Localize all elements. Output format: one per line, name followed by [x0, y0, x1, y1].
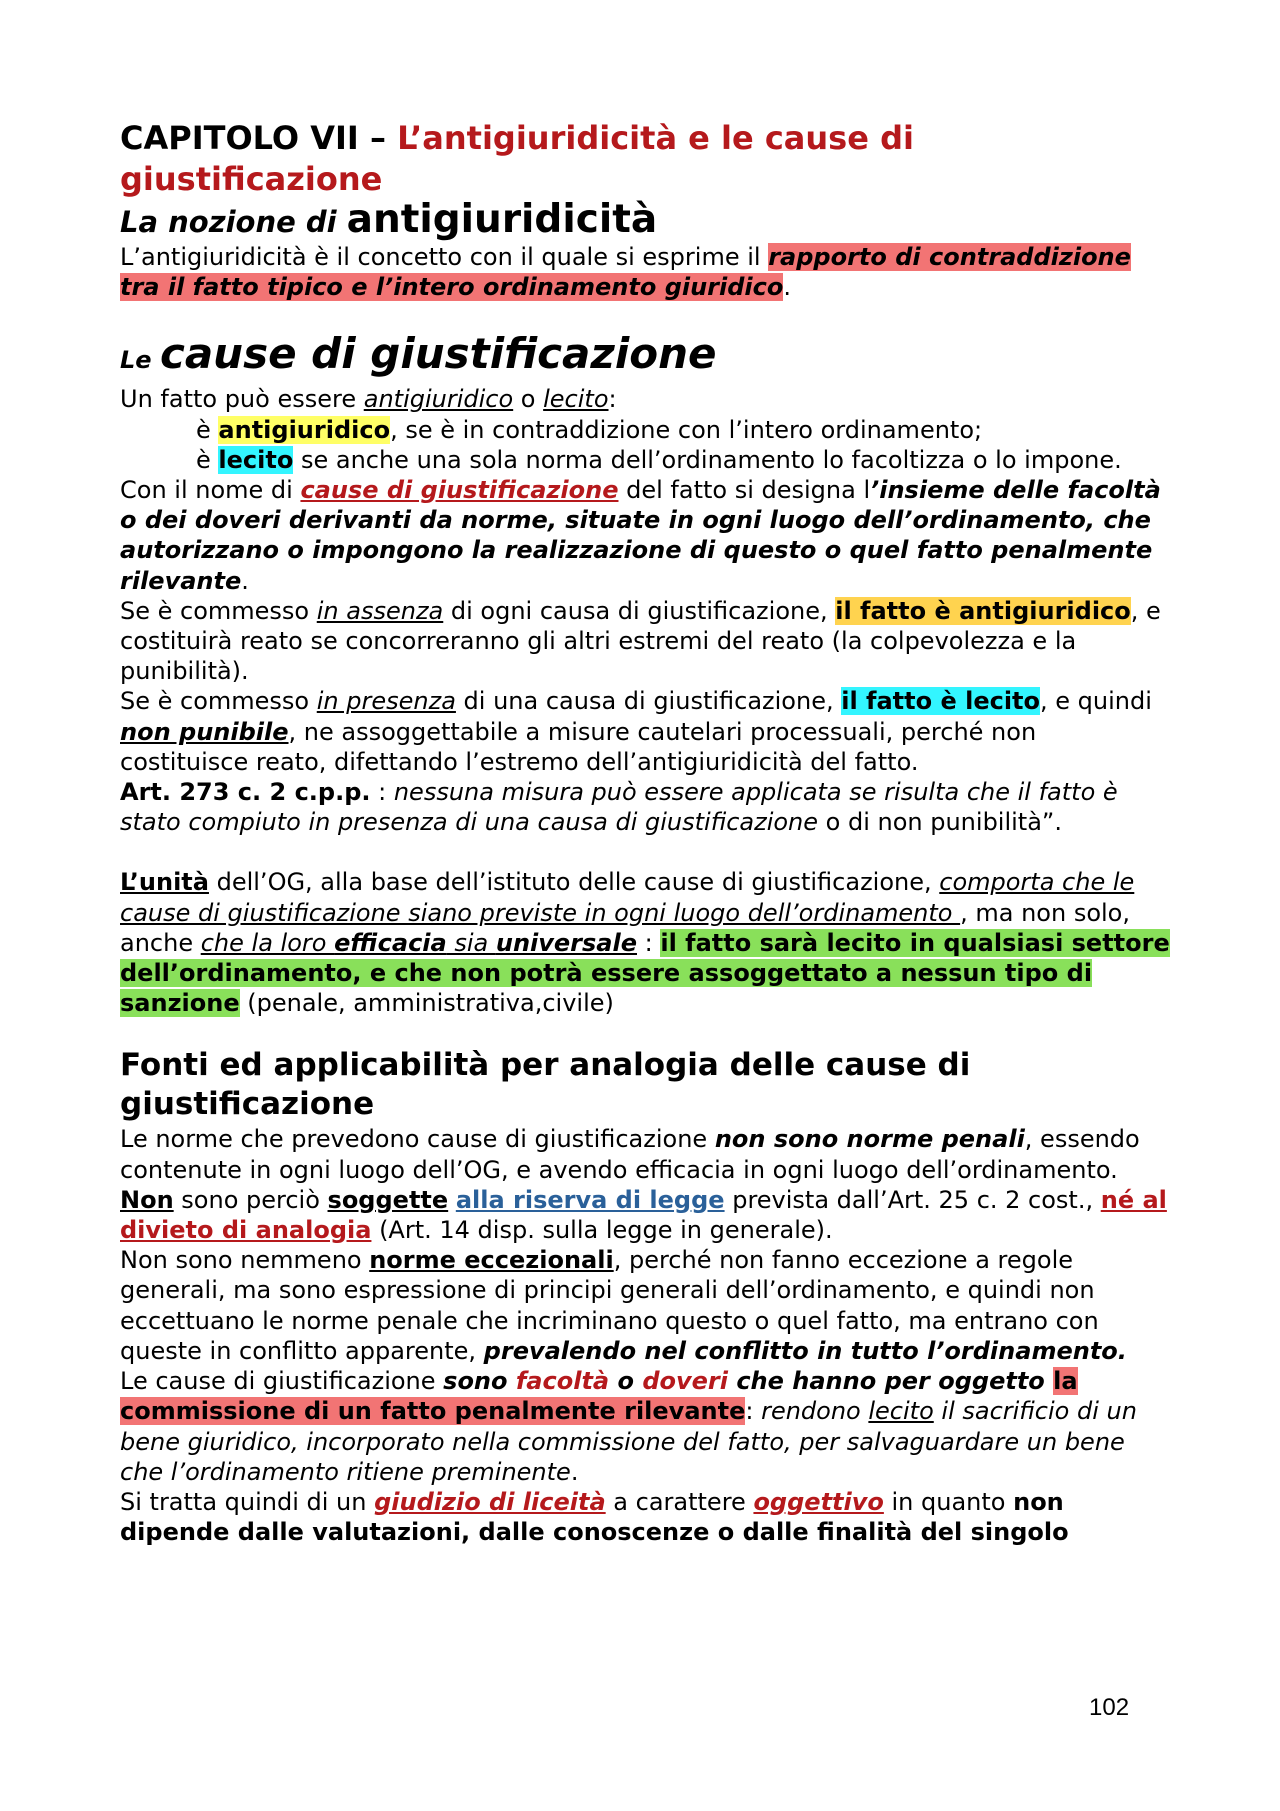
text: L’antigiuridicità è il concetto con il quale si esprime il: [120, 243, 769, 271]
list-item-antigiuridico: [120, 415, 1170, 445]
highlight-cyan: lecito: [218, 445, 294, 474]
paragraph-cause-definition: [120, 475, 1170, 596]
paragraph-assenza: [120, 596, 1170, 687]
chapter-subtitle: L’antigiuridicità e le cause di giustificazione: [120, 119, 914, 198]
text: :: [637, 928, 661, 957]
text: Se è commesso: [120, 596, 317, 625]
text: , e quindi: [1040, 687, 1152, 716]
italic-text: rendono: [761, 1397, 869, 1426]
underlined-bold-term: L’unità: [120, 868, 209, 897]
text: [448, 1186, 456, 1214]
bold-italic-text: che hanno per oggetto: [727, 1367, 1054, 1396]
paragraph-eccezionali: [120, 1245, 1170, 1366]
underlined-italic-text: comporta che le cause di giustificazione siano previste in ogni luogo dell’ordinamento: [120, 868, 1135, 927]
paragraph-unita: [120, 867, 1170, 1018]
paragraph-definition: [120, 242, 1170, 302]
text: o di non punibilità”.: [818, 808, 1062, 837]
italic-quote: nessuna misura può essere applicata se risulta che il fatto è stato compiuto in presenza di una causa di giustificazione: [120, 778, 1118, 837]
page-content: [120, 118, 1170, 1547]
heading-cause-keyword: cause di giustificazione: [159, 329, 717, 379]
underlined-blue-term: alla riserva di legge: [455, 1185, 725, 1214]
text: , perché non fanno eccezione a regole generali, ma sono espressione di principi generali dell’ordinamento, e quindi non eccettuano le norme penale che incriminano questo o quel fatto, ma entrano con queste in conflitto apparente,: [120, 1246, 1099, 1365]
text: è: [196, 445, 219, 474]
underlined-term: in presenza: [316, 687, 456, 716]
text: :: [370, 778, 394, 807]
text: Non sono nemmeno: [120, 1246, 370, 1275]
highlight-gold: il fatto è antigiuridico: [835, 596, 1131, 625]
text: in quanto: [883, 1487, 1014, 1516]
text: Un fatto può essere: [120, 385, 364, 414]
underlined-bold-term: universale: [495, 928, 637, 957]
text: .: [783, 273, 792, 302]
underlined-italic-text: che la loro: [200, 928, 335, 957]
text: :: [745, 1397, 762, 1426]
text: di ogni causa di giustificazione,: [443, 596, 836, 625]
text: Con il nome di: [120, 476, 301, 505]
bold-italic-text: ’insieme delle facoltà o dei doveri derivanti da norme, situate in ogni luogo dell’ordinamento, che autorizzano o impongono la realizzazione di questo o quel fatto penalmente rilevante: [120, 476, 1161, 595]
list-item-lecito: [120, 445, 1170, 475]
paragraph-facolta-doveri: [120, 1366, 1170, 1487]
bold-italic-text: o: [609, 1367, 643, 1396]
text: sono perciò: [173, 1185, 328, 1214]
text: dell’OG, alla base dell’istituto delle cause di giustificazione,: [208, 868, 940, 897]
heading-nozione-keyword: antigiuridicità: [346, 197, 658, 242]
heading-cause: [120, 330, 1170, 384]
red-term: doveri: [642, 1367, 728, 1396]
heading-fonti: Fonti ed applicabilità per analogia delle cause di giustificazione: [120, 1047, 971, 1123]
highlight-green: il fatto sarà lecito in qualsiasi settore dell’ordinamento, e che non potrà essere assoggettato a nessun tipo di sanzione: [120, 928, 1170, 1018]
text: è: [196, 415, 219, 444]
text: , ma non solo, anche: [120, 898, 1130, 957]
text: Si tratta quindi di un: [120, 1487, 375, 1516]
underlined-bold-term: soggette: [327, 1185, 449, 1214]
chapter-title: [120, 118, 1170, 200]
text: di una causa di giustificazione,: [455, 687, 842, 716]
underlined-term: lecito: [868, 1397, 934, 1426]
highlight-red: rapporto di contraddizione tra il fatto tipico e l’intero ordinamento giuridico: [120, 243, 1131, 302]
text: Le norme che prevedono cause di giustificazione: [120, 1125, 715, 1154]
text: :: [608, 385, 617, 414]
underlined-term: in assenza: [316, 596, 444, 625]
text: , se è in contraddizione con l’intero ordinamento;: [390, 415, 983, 444]
underlined-red-term: né al divieto di analogia: [120, 1185, 1167, 1245]
underlined-bold-term: norme eccezionali: [369, 1246, 614, 1275]
text: prevista dall’Art. 25 c. 2 cost.,: [724, 1185, 1101, 1214]
bold-text: non dipende dalle valutazioni, dalle conoscenze o dalle finalità del singolo: [120, 1487, 1069, 1547]
paragraph-liceita: [120, 1487, 1170, 1547]
underlined-bold-term: non punibile: [120, 717, 289, 746]
paragraph-riserva: [120, 1185, 1170, 1245]
article-reference: Art. 273 c. 2 c.p.p.: [120, 778, 371, 807]
text: , ne assoggettabile a misure cautelari processuali, perché non costituisce reato, difettando l’estremo dell’antigiuridicità del fatto.: [120, 717, 1037, 776]
page-number: 102: [1089, 1694, 1130, 1721]
bold-italic-text: sono: [443, 1367, 516, 1396]
text: a carattere: [605, 1487, 754, 1516]
text: (Art. 14 disp. sulla legge in generale).: [371, 1216, 833, 1245]
bold-italic-text: non sono norme penali: [714, 1125, 1025, 1154]
underlined-red-term: giudizio di liceità: [374, 1487, 606, 1516]
text: (penale, amministrativa,civile): [239, 989, 614, 1018]
text: .: [570, 1457, 579, 1486]
text: , essendo contenute in ogni luogo dell’OG, e avendo efficacia in ogni luogo dell’ordinamento.: [120, 1125, 1140, 1184]
highlight-yellow: antigiuridico: [218, 415, 391, 444]
paragraph-article-273: [120, 777, 1170, 837]
underlined-italic-text: sia: [446, 928, 496, 957]
text: Le cause di giustificazione: [120, 1367, 444, 1396]
heading-nozione-prefix: La nozione di: [120, 205, 347, 239]
paragraph-intro: [120, 384, 1170, 414]
text: del fatto si designa l: [618, 476, 871, 505]
highlight-red: la commissione di un fatto penalmente rilevante: [120, 1367, 1078, 1426]
text: Se è commesso: [120, 687, 317, 716]
heading-nozione: [120, 197, 1170, 242]
text: se anche una sola norma dell’ordinamento lo facoltizza o lo impone.: [293, 445, 1122, 474]
text: , e costituirà reato se concorreranno gli altri estremi del reato (la colpevolezza e la punibilità).: [120, 596, 1161, 686]
underlined-red-term: cause di giustificazione: [300, 476, 619, 505]
text: .: [241, 566, 249, 595]
italic-text: il sacrificio di un bene giuridico, incorporato nella commissione del fatto, per salvaguardare un bene che l’ordinamento ritiene preminente: [120, 1397, 1137, 1486]
red-term: facoltà: [515, 1367, 610, 1396]
paragraph-presenza: [120, 686, 1170, 777]
paragraph-norme: [120, 1124, 1170, 1184]
text: o: [513, 385, 544, 414]
underlined-term: lecito: [543, 385, 609, 414]
paragraph-spacer: [120, 837, 1170, 867]
underlined-red-term: oggettivo: [753, 1487, 884, 1516]
bold-italic-text: prevalendo nel conflitto in tutto l’ordinamento.: [483, 1336, 1127, 1365]
heading-cause-prefix: Le: [120, 346, 160, 375]
chapter-prefix: CAPITOLO VII –: [120, 119, 398, 157]
underlined-bold-term: efficacia: [334, 928, 447, 957]
underlined-bold-term: Non: [120, 1185, 174, 1214]
highlight-cyan: il fatto è lecito: [841, 687, 1041, 716]
underlined-term: antigiuridico: [363, 385, 514, 414]
